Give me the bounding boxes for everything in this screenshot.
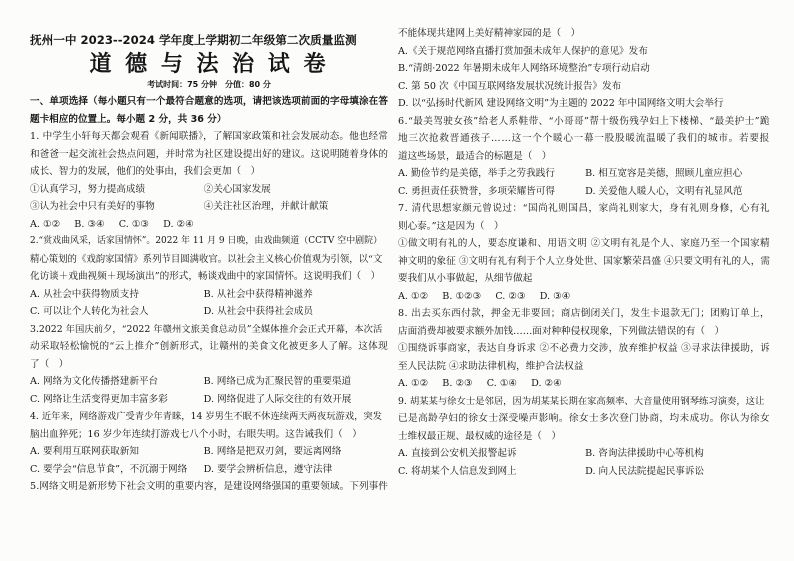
- answer-choice: B. ①②③: [442, 290, 482, 302]
- question-1-stem-line: 成长、智力的发展，他们的处事由，我们会更加（ ）: [30, 166, 261, 177]
- question-5-option-d: D. 以“弘扬时代新风 建设网络文明”为主题的 2022 年中国网络文明大会举行: [398, 98, 724, 109]
- section-heading-line: 题卡相应的位置上。每小题 2 分，共 36 分）: [30, 113, 227, 125]
- school-exam-title: 抚州一中 2023--2024 学年度上学期初二年级第二次质量监测: [30, 33, 357, 47]
- question-1-statements-row: [30, 181, 388, 199]
- answer-choice: B. ②③: [442, 378, 473, 389]
- answer-choice: D. ②④: [531, 378, 562, 389]
- question-3-option-a: A. 网络为文化传播搭建新平台: [30, 376, 159, 387]
- answer-choice: A. ①②: [30, 218, 61, 230]
- question-3-option-b: B. 网络已成为汇聚民智的重要渠道: [203, 376, 352, 387]
- question-3-stem-line: 动采取轻松愉悦的“云上推介”创新形式，让赣州的美食文化被更多人了解。这体现: [30, 341, 388, 352]
- question-4-option-a: A. 要利用互联网获取新知: [30, 446, 139, 457]
- answer-choice: C. ②③: [495, 290, 526, 302]
- question-7-statement-line: ①做文明有礼的人，要态度谦和、用语文明 ②文明有礼是个人、家庭乃至一个国家精: [398, 238, 770, 249]
- answer-choice: A. ①②: [398, 378, 429, 389]
- question-9-option-d: D. 向人民法院提起民事诉讼: [585, 465, 705, 477]
- question-9-options-row: [398, 463, 770, 481]
- question-7-statement-line: 要我们从小事做起，从细节做起: [398, 273, 533, 284]
- question-9-options-row: [398, 445, 770, 463]
- question-5-option-c: C. 第 50 次《中国互联网络发展状况统计报告》发布: [398, 80, 622, 92]
- question-6-option-a: A. 勤俭节约是美德，举手之劳我践行: [398, 168, 555, 179]
- question-6-stem-line: 道这些场景，最适合的标题是（ ）: [398, 150, 552, 162]
- question-2-option-a: A. 从社会中获得物质支持: [30, 288, 139, 300]
- question-9-stem-line: 已是高龄孕妇的徐女士深受噪声影响。徐女士多次登门协商，均未成功。你认为徐女: [398, 413, 770, 424]
- question-6-option-c: C. 勇担责任获赞誉，多项荣耀皆可得: [398, 185, 556, 197]
- question-4-option-c: C. 要学会“信息节食”，不沉溺于网络: [30, 463, 188, 475]
- subject-title: 道 德 与 法 治 试 卷: [89, 52, 329, 77]
- question-4-options-row: [30, 461, 388, 479]
- question-1-statement: ②关心国家发展: [203, 183, 271, 195]
- question-6-option-b: B. 相互宽容是美德，照顾儿童应担心: [585, 168, 743, 179]
- question-1-statement: ④关注社区治理，并献计献策: [203, 201, 329, 212]
- question-7-answer-choices: [398, 288, 770, 306]
- question-9-stem-line: 士维权最正规、最权威的途径是（ ）: [398, 430, 562, 442]
- question-4-stem-line: 脑出血猝死；16 岁少年连续打游戏七八个小时，右眼失明。这告诫我们（ ）: [30, 428, 362, 440]
- question-6-stem-line: 地三次抢救晋通孩子……这一个个暖心一幕一股股暖流温暖了我们的城市。若要报: [398, 133, 770, 144]
- question-4-option-b: B. 网络是把双刃剑，要远离网络: [203, 446, 342, 457]
- question-4-options-row: [30, 443, 388, 461]
- question-9-option-b: B. 咨询法律援助中心等机构: [585, 448, 704, 459]
- answer-choice: A. ①②: [398, 290, 429, 302]
- question-1-statements-row: [30, 198, 388, 216]
- question-8-statement-line: 至人民法院 ④求助法律机构，维护合法权益: [398, 360, 584, 372]
- question-4-stem-line: 4. 近年来，网络游戏广受青少年青睐，14 岁男生不眠不休连续两天两夜玩游戏，突发: [30, 411, 383, 422]
- question-3-option-c: C. 网络让生活变得更加丰富多彩: [30, 393, 168, 405]
- question-4-option-d: D. 要学会辨析信息，遵守法律: [203, 463, 333, 475]
- question-8-answer-choices: [398, 375, 770, 393]
- question-6-option-d: D. 关爱他人暖人心，文明有礼显风范: [585, 185, 743, 197]
- question-7-statement-line: 神文明的象征 ③文明有礼有利于个人立身处世、国家繁荣昌盛 ④只要文明有礼的人，需: [398, 255, 770, 267]
- answer-choice: C. ①④: [486, 378, 518, 389]
- question-5-stem-line: 不能体现共建网上美好精神家园的是（ ）: [398, 28, 581, 39]
- question-2-stem-line: 化访谈＋戏曲视频＋现场演出”的形式，畅谈戏曲中的家国情怀。这说明我们（ ）: [30, 271, 381, 282]
- question-1-statement: ③认为社会中只有美好的事物: [30, 201, 155, 212]
- question-1-answer-choices: [30, 216, 388, 234]
- question-2-option-c: C. 可以让个人转化为社会人: [30, 306, 149, 317]
- question-2-options-row: [30, 303, 388, 321]
- answer-choice: C. ①③: [118, 218, 150, 230]
- question-8-statement-line: ①围绕诉事商家，表达自身诉求 ②不必费力交涉，放弃维护权益 ③寻求法律援助，诉: [398, 343, 770, 354]
- question-8-stem-line: 店面消费却被要求额外加钱……面对种种侵权现象，下列做法错误的有（ ）: [398, 325, 725, 337]
- exam-info: 考试时间：75 分钟 分值：80 分: [147, 80, 271, 89]
- question-1-stem-line: 1. 中学生小轩每天都会观看《新闻联播》，了解国家政策和社会发展动态。他也经常: [30, 131, 388, 142]
- right-column: [398, 25, 770, 481]
- question-5-stem-line: 5.网络文明是新形势下社会文明的重要内容，是建设网络强国的重要领域。下列事件: [30, 481, 388, 492]
- question-2-option-d: D. 从社会中获得社会成员: [203, 306, 314, 317]
- question-2-options-row: [30, 286, 388, 304]
- question-9-option-c: C. 将胡某个人信息发到网上: [398, 465, 517, 477]
- question-9-stem-line: 9. 胡某某与徐女士是邻居，因为胡某某长期在家高频率、大音量使用钢琴练习演奏，这让: [398, 395, 765, 407]
- question-6-stem-line: 6.“最美驾驶女孩”给老人系鞋带、“小哥哥”帮十级伤残孕妇上下楼梯、“最美护士”跪: [398, 115, 770, 127]
- answer-choice: D. ②④: [163, 218, 194, 230]
- question-3-options-row: [30, 391, 388, 409]
- question-3-stem-line: 了（ ）: [30, 358, 69, 370]
- section-heading-line: 一、单项选择（每小题只有一个最符合题意的选项，请把该选项前面的字母填涂在答: [30, 96, 388, 107]
- question-8-stem-line: 8. 出去买东西付款，押金无非要回；商店倒闭关门，发生卡退款无门；团购订单上，: [398, 308, 770, 319]
- question-2-stem-line: 2.“赏戏曲风采，话家国情怀”。2022 年 11 月 9 日晚，由戏曲频道（CCTV 空中剧院）: [30, 236, 383, 246]
- question-1-stem-line: 和爸爸一起交流社会热点问题，并时常为社区建设提出好的建议。这说明随着身体的: [30, 148, 388, 160]
- left-column: [30, 93, 388, 496]
- question-5-option-a: A.《关于规范网络直播打赏加强未成年人保护的意见》发布: [398, 45, 648, 57]
- question-7-stem-line: 则心泰。”这是因为（ ）: [398, 220, 504, 232]
- question-2-stem-line: 精心策划的《戏韵家国情》系列节目圆满收官。以社会主义核心价值观为引领，以“文: [30, 253, 383, 265]
- question-1-statement: ①认真学习，努力提高成绩: [30, 183, 146, 195]
- question-3-stem-line: 3.2022 年国庆前夕，“2022 年赣州文旅美食总动员”全媒体推介会正式开幕，本次活: [30, 323, 383, 335]
- question-6-options-row: [398, 165, 770, 183]
- question-5-option-b: B.“清朗·2022 年暑期未成年人网络环境整治”专项行动启动: [398, 63, 650, 74]
- question-7-stem-line: 7. 清代思想家颜元曾说过：“国尚礼则国昌，家尚礼则家大，身有礼则身修，心有礼: [398, 203, 770, 214]
- question-6-options-row: [398, 183, 770, 201]
- question-9-option-a: A. 直接到公安机关报警起诉: [398, 448, 517, 459]
- answer-choice: B. ③④: [74, 218, 105, 230]
- question-3-options-row: [30, 373, 388, 391]
- question-2-option-b: B. 从社会中获得精神滋养: [203, 288, 313, 300]
- question-3-option-d: D. 网络促进了人际交往的有效开展: [203, 393, 352, 405]
- answer-choice: D. ③④: [539, 290, 571, 302]
